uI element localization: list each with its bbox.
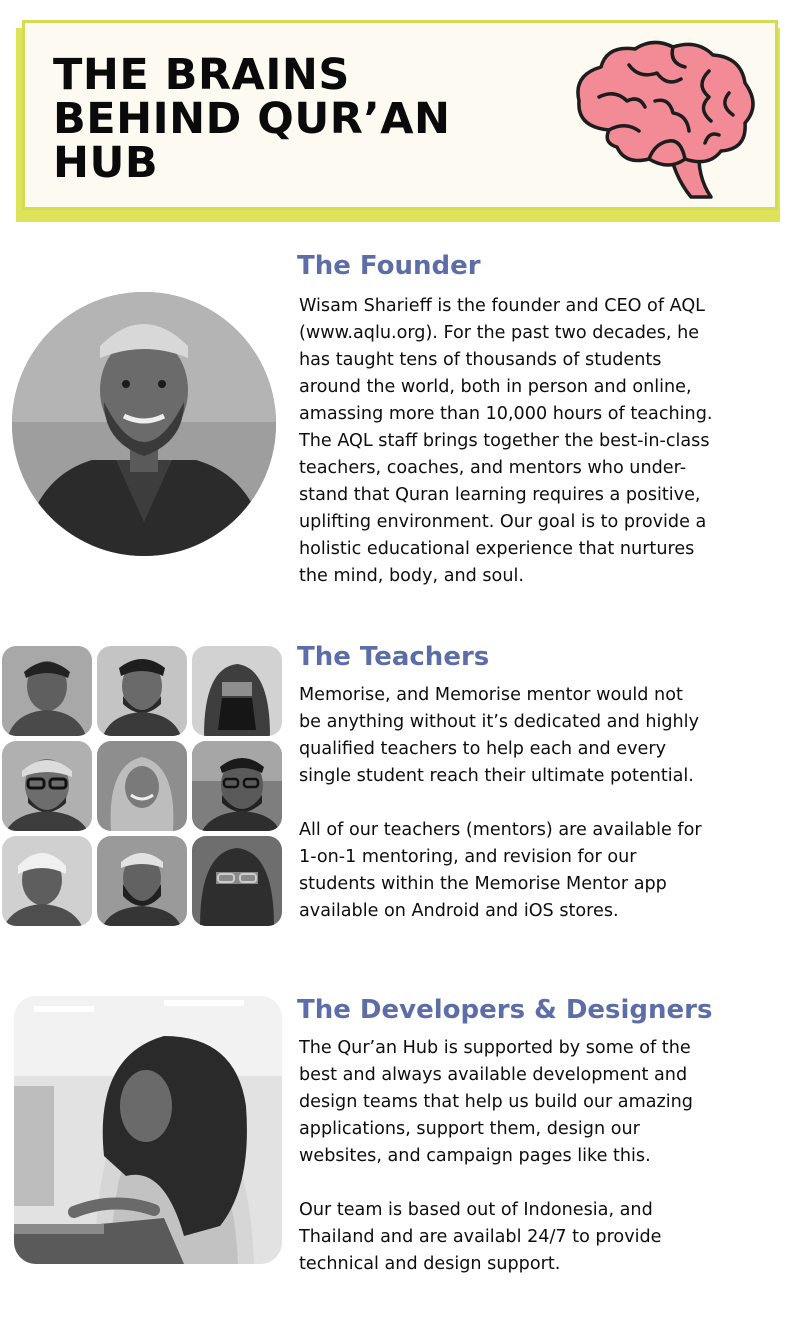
- founder-bio-line: holistic educational experience that nurtures: [299, 539, 695, 559]
- founder-heading: The Founder: [297, 251, 481, 281]
- developers-intro: [299, 1035, 789, 1170]
- developers-heading: The Developers & Designers: [297, 995, 713, 1025]
- developers-location: [299, 1197, 789, 1278]
- teacher-portrait-photo: [2, 836, 92, 926]
- developer-at-computer-photo: [14, 996, 282, 1264]
- founder-bio-line: the mind, body, and soul.: [299, 566, 524, 586]
- teacher-portrait-photo: [97, 741, 187, 831]
- title-banner: [22, 20, 778, 210]
- developers-intro-line: best and always available development and: [299, 1065, 688, 1085]
- founder-portrait-photo: [12, 292, 276, 556]
- founder-bio-line: The AQL staff brings together the best-in-class: [299, 431, 710, 451]
- teachers-intro: [299, 682, 789, 790]
- founder-bio-line: (www.aqlu.org). For the past two decades, he: [299, 323, 700, 343]
- teachers-intro-line: be anything without it’s dedicated and highly: [299, 712, 699, 732]
- teachers-availability-line: All of our teachers (mentors) are available for: [299, 820, 702, 840]
- teacher-portrait-photo: [192, 741, 282, 831]
- page-title-line-3: HUB: [53, 138, 159, 188]
- founder-bio-line: stand that Quran learning requires a positive,: [299, 485, 701, 505]
- page-title-line-1: THE BRAINS: [53, 50, 350, 100]
- teachers-availability: [299, 817, 789, 925]
- teachers-intro-line: single student reach their ultimate potential.: [299, 766, 694, 786]
- brain-icon: [569, 35, 759, 205]
- developers-location-line: Thailand and are availabl 24/7 to provide: [299, 1227, 662, 1247]
- founder-bio-line: teachers, coaches, and mentors who under-: [299, 458, 687, 478]
- developers-intro-line: applications, support them, design our: [299, 1119, 640, 1139]
- founder-bio-line: Wisam Sharieff is the founder and CEO of AQL: [299, 296, 705, 316]
- teacher-photo-grid: [2, 646, 284, 928]
- teachers-availability-line: available on Android and iOS stores.: [299, 901, 619, 921]
- developers-location-line: Our team is based out of Indonesia, and: [299, 1200, 653, 1220]
- teachers-availability-line: 1-on-1 mentoring, and revision for our: [299, 847, 637, 867]
- teachers-intro-line: qualified teachers to help each and every: [299, 739, 666, 759]
- page-title: [53, 50, 493, 188]
- teacher-portrait-photo: [97, 836, 187, 926]
- founder-bio-line: has taught tens of thousands of students: [299, 350, 662, 370]
- teacher-portrait-photo: [2, 741, 92, 831]
- teacher-portrait-photo: [192, 646, 282, 736]
- founder-bio: [299, 293, 789, 590]
- developers-location-line: technical and design support.: [299, 1254, 561, 1274]
- developers-intro-line: design teams that help us build our amazing: [299, 1092, 693, 1112]
- founder-bio-line: amassing more than 10,000 hours of teaching.: [299, 404, 713, 424]
- developers-intro-line: The Qur’an Hub is supported by some of the: [299, 1038, 691, 1058]
- teacher-portrait-photo: [97, 646, 187, 736]
- teacher-portrait-photo: [2, 646, 92, 736]
- founder-bio-line: uplifting environment. Our goal is to provide a: [299, 512, 707, 532]
- developers-intro-line: websites, and campaign pages like this.: [299, 1146, 651, 1166]
- teachers-availability-line: students within the Memorise Mentor app: [299, 874, 667, 894]
- founder-bio-line: around the world, both in person and online,: [299, 377, 692, 397]
- teacher-portrait-photo: [192, 836, 282, 926]
- page-title-line-2: BEHIND QUR’AN: [53, 94, 451, 144]
- teachers-heading: The Teachers: [297, 642, 490, 672]
- teachers-intro-line: Memorise, and Memorise mentor would not: [299, 685, 683, 705]
